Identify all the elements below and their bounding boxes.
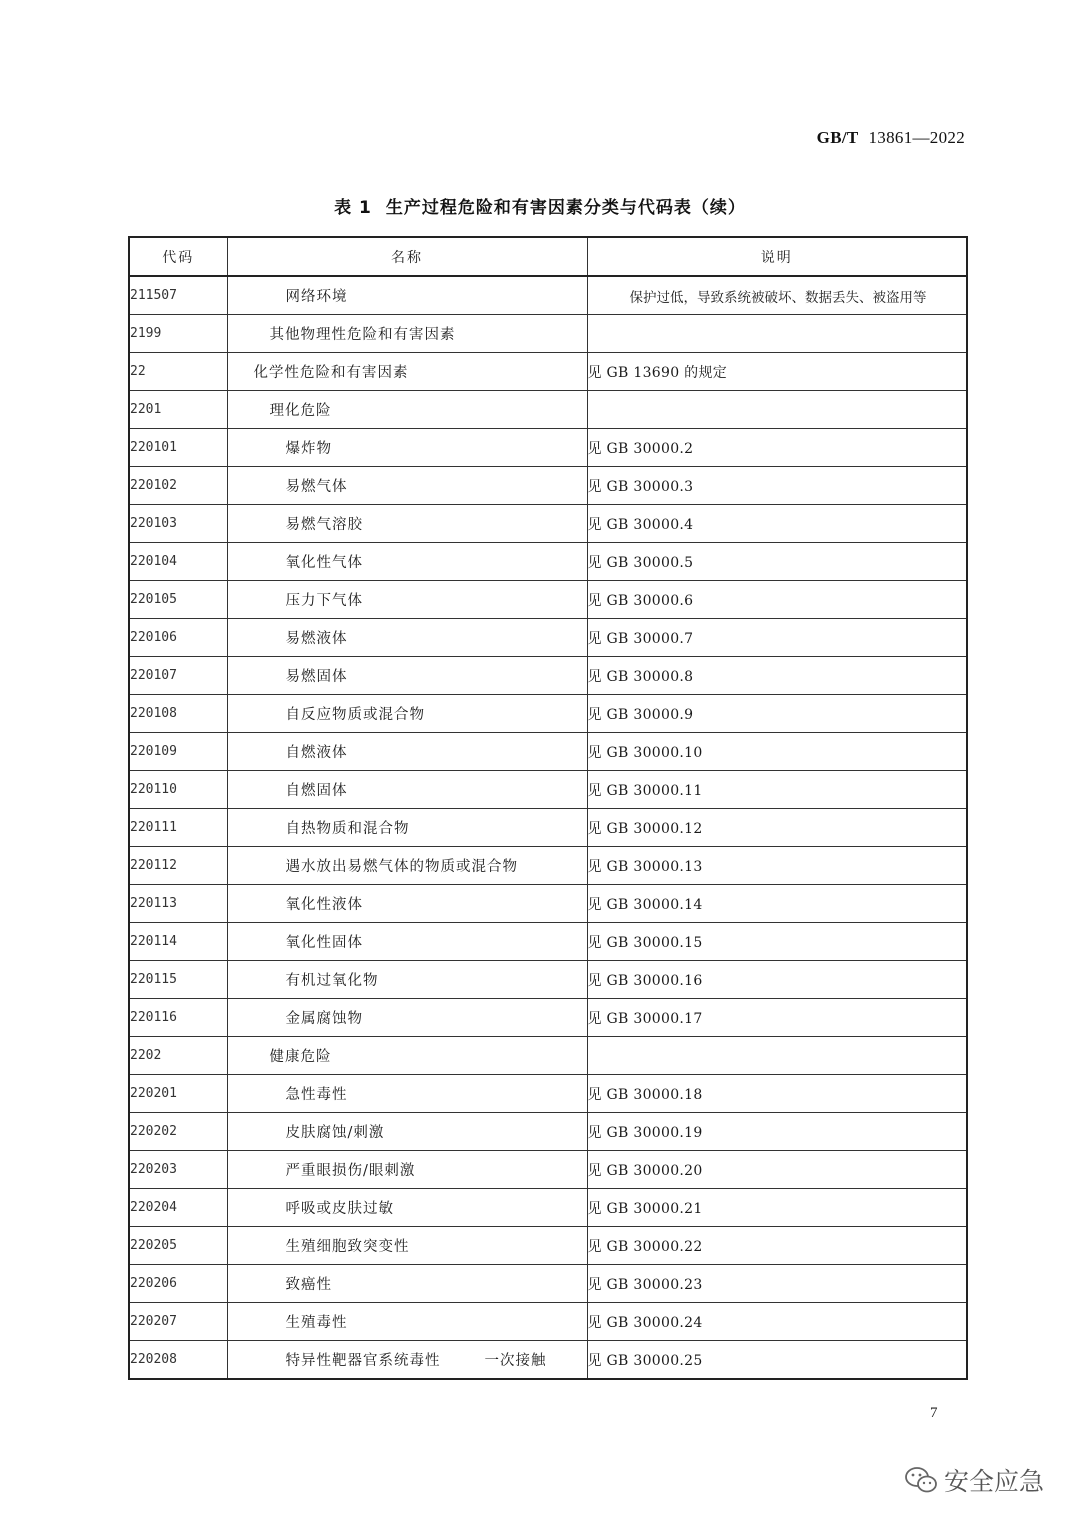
- row-description: 见 GB 30000.20: [587, 1151, 967, 1189]
- row-code: 220203: [129, 1151, 227, 1189]
- table-row: [129, 885, 967, 923]
- row-code: 220208: [129, 1341, 227, 1380]
- row-code: 220101: [129, 429, 227, 467]
- row-name: [227, 695, 587, 733]
- row-description: 见 GB 30000.22: [587, 1227, 967, 1265]
- page-number: 7: [930, 1405, 938, 1421]
- table-row: [129, 1341, 967, 1380]
- header-name: 名称: [227, 237, 587, 276]
- row-description: 见 GB 30000.17: [587, 999, 967, 1037]
- row-description: 见 GB 30000.21: [587, 1189, 967, 1227]
- row-code: 220206: [129, 1265, 227, 1303]
- row-description: 见 GB 30000.23: [587, 1265, 967, 1303]
- row-name-text: 特异性靶器官系统毒性: [285, 1353, 441, 1369]
- row-description: 见 GB 30000.15: [587, 923, 967, 961]
- table-row: [129, 923, 967, 961]
- row-description: 保护过低，导致系统被破坏、数据丢失、被盗用等: [587, 276, 967, 315]
- row-name-text: 生殖毒性: [285, 1315, 348, 1331]
- hazard-classification-table: [128, 236, 968, 1380]
- row-name: [227, 276, 587, 315]
- row-name-note: 一次接触: [484, 1353, 547, 1369]
- row-code: 22: [129, 353, 227, 391]
- row-description: 见 GB 30000.5: [587, 543, 967, 581]
- table-row: [129, 543, 967, 581]
- row-name-text: 氧化性固体: [285, 935, 363, 951]
- row-name: [227, 581, 587, 619]
- table-row: [129, 1037, 967, 1075]
- row-name-text: 易燃液体: [285, 631, 348, 647]
- row-name: [227, 1265, 587, 1303]
- row-code: 220111: [129, 809, 227, 847]
- row-description: 见 GB 30000.7: [587, 619, 967, 657]
- row-name: [227, 809, 587, 847]
- row-description: 见 GB 30000.6: [587, 581, 967, 619]
- table-row: [129, 809, 967, 847]
- row-code: 220201: [129, 1075, 227, 1113]
- row-name: [227, 543, 587, 581]
- row-name-text: 呼吸或皮肤过敏: [285, 1201, 394, 1217]
- table-row: [129, 391, 967, 429]
- table-row: [129, 1227, 967, 1265]
- row-code: 220204: [129, 1189, 227, 1227]
- table-row: [129, 1151, 967, 1189]
- table-caption: [0, 193, 1080, 218]
- row-name-text: 氧化性液体: [285, 897, 363, 913]
- row-code: 211507: [129, 276, 227, 315]
- row-name: [227, 1037, 587, 1075]
- table-row: [129, 353, 967, 391]
- row-code: 220108: [129, 695, 227, 733]
- row-name: [227, 467, 587, 505]
- row-name-text: 易燃气体: [285, 479, 348, 495]
- row-code: 220113: [129, 885, 227, 923]
- row-name-text: 自反应物质或混合物: [285, 707, 425, 723]
- row-name: [227, 1227, 587, 1265]
- table-row: [129, 581, 967, 619]
- row-name-text: 致癌性: [285, 1277, 332, 1293]
- row-description: 见 GB 30000.13: [587, 847, 967, 885]
- table-row: [129, 429, 967, 467]
- table-row: [129, 695, 967, 733]
- row-name-text: 自燃固体: [285, 783, 348, 799]
- table-label: 表 1: [334, 198, 372, 218]
- row-description: 见 GB 30000.12: [587, 809, 967, 847]
- row-name: [227, 999, 587, 1037]
- row-description: 见 GB 30000.14: [587, 885, 967, 923]
- row-name-text: 有机过氧化物: [285, 973, 379, 989]
- row-description: 见 GB 30000.4: [587, 505, 967, 543]
- table-row: [129, 467, 967, 505]
- row-name-text: 易燃固体: [285, 669, 348, 685]
- row-code: 220102: [129, 467, 227, 505]
- row-description: [587, 1037, 967, 1075]
- row-description: [587, 315, 967, 353]
- table-row: [129, 657, 967, 695]
- table-row: [129, 276, 967, 315]
- row-code: 220115: [129, 961, 227, 999]
- table-row: [129, 771, 967, 809]
- row-name-text: 严重眼损伤/眼刺激: [285, 1163, 416, 1179]
- row-code: 2201: [129, 391, 227, 429]
- header-desc: 说明: [587, 237, 967, 276]
- row-description: 见 GB 13690 的规定: [587, 353, 967, 391]
- watermark: [904, 1462, 1044, 1498]
- row-name: [227, 619, 587, 657]
- table-row: [129, 999, 967, 1037]
- row-description: [587, 391, 967, 429]
- row-name-text: 氧化性气体: [285, 555, 363, 571]
- table-title: 生产过程危险和有害因素分类与代码表（续）: [385, 198, 746, 218]
- row-name: [227, 315, 587, 353]
- table-row: [129, 1189, 967, 1227]
- row-name: [227, 847, 587, 885]
- row-code: 220205: [129, 1227, 227, 1265]
- row-description: 见 GB 30000.2: [587, 429, 967, 467]
- row-code: 2199: [129, 315, 227, 353]
- row-code: 2202: [129, 1037, 227, 1075]
- row-description: 见 GB 30000.10: [587, 733, 967, 771]
- table-row: [129, 961, 967, 999]
- row-description: 见 GB 30000.24: [587, 1303, 967, 1341]
- row-name: [227, 505, 587, 543]
- row-code: 220104: [129, 543, 227, 581]
- row-name-text: 遇水放出易燃气体的物质或混合物: [285, 859, 518, 875]
- row-name-text: 其他物理性危险和有害因素: [269, 327, 456, 343]
- row-name: [227, 1151, 587, 1189]
- table-row: [129, 1265, 967, 1303]
- row-description: 见 GB 30000.3: [587, 467, 967, 505]
- row-name: [227, 733, 587, 771]
- row-code: 220106: [129, 619, 227, 657]
- table-row: [129, 1303, 967, 1341]
- row-description: 见 GB 30000.16: [587, 961, 967, 999]
- row-name: [227, 1189, 587, 1227]
- row-description: 见 GB 30000.8: [587, 657, 967, 695]
- table-row: [129, 1113, 967, 1151]
- row-name-text: 金属腐蚀物: [285, 1011, 363, 1027]
- row-name: [227, 961, 587, 999]
- row-name: [227, 1075, 587, 1113]
- row-code: 220103: [129, 505, 227, 543]
- row-name: [227, 885, 587, 923]
- row-name-text: 自热物质和混合物: [285, 821, 410, 837]
- row-description: 见 GB 30000.18: [587, 1075, 967, 1113]
- row-name: [227, 923, 587, 961]
- watermark-text: 安全应急: [943, 1467, 1044, 1496]
- table-row: [129, 733, 967, 771]
- row-name-text: 网络环境: [285, 289, 348, 305]
- row-name-text: 健康危险: [269, 1049, 332, 1065]
- row-code: 220109: [129, 733, 227, 771]
- row-description: 见 GB 30000.19: [587, 1113, 967, 1151]
- row-description: 见 GB 30000.11: [587, 771, 967, 809]
- row-name: [227, 1303, 587, 1341]
- row-name-text: 压力下气体: [285, 593, 363, 609]
- row-name-text: 化学性危险和有害因素: [253, 365, 409, 381]
- row-name-text: 易燃气溶胶: [285, 517, 363, 533]
- row-name: [227, 353, 587, 391]
- row-name: [227, 657, 587, 695]
- wechat-icon: [904, 1465, 938, 1495]
- standard-number: GB/T 13861—2022: [816, 128, 965, 147]
- table-row: [129, 619, 967, 657]
- table-row: [129, 847, 967, 885]
- row-code: 220202: [129, 1113, 227, 1151]
- row-description: 见 GB 30000.25: [587, 1341, 967, 1380]
- row-code: 220114: [129, 923, 227, 961]
- row-name-text: 理化危险: [269, 403, 332, 419]
- table-row: [129, 505, 967, 543]
- row-code: 220107: [129, 657, 227, 695]
- row-name: [227, 1113, 587, 1151]
- row-name-text: 生殖细胞致突变性: [285, 1239, 410, 1255]
- row-code: 220110: [129, 771, 227, 809]
- row-name: [227, 1341, 587, 1380]
- header-code: 代码: [129, 237, 227, 276]
- table-row: [129, 315, 967, 353]
- row-description: 见 GB 30000.9: [587, 695, 967, 733]
- row-name: [227, 429, 587, 467]
- table-header-row: [129, 237, 967, 276]
- row-name-text: 自燃液体: [285, 745, 348, 761]
- table-row: [129, 1075, 967, 1113]
- row-name: [227, 771, 587, 809]
- row-code: 220105: [129, 581, 227, 619]
- row-name-text: 皮肤腐蚀/刺激: [285, 1125, 385, 1141]
- row-code: 220112: [129, 847, 227, 885]
- row-name-text: 爆炸物: [285, 441, 332, 457]
- row-name-text: 急性毒性: [285, 1087, 348, 1103]
- row-code: 220207: [129, 1303, 227, 1341]
- row-code: 220116: [129, 999, 227, 1037]
- row-name: [227, 391, 587, 429]
